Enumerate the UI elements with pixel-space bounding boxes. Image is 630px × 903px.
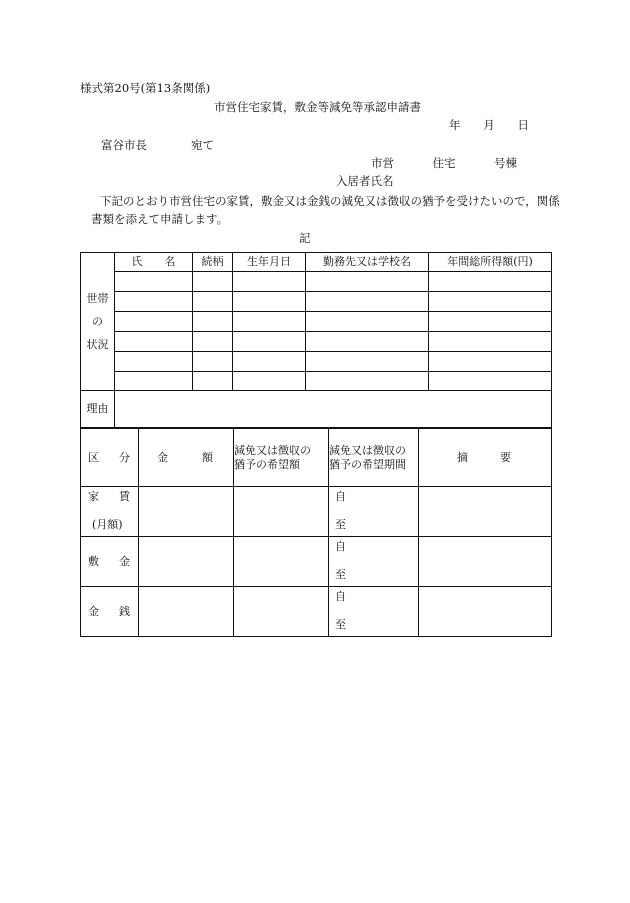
- year-label: 年: [449, 118, 461, 132]
- money-amount-field[interactable]: [139, 587, 234, 637]
- month-label: 月: [483, 118, 495, 132]
- money-desired-amount-field[interactable]: [234, 587, 329, 637]
- household-row: [81, 312, 552, 332]
- day-label: 日: [517, 118, 529, 132]
- header-workplace: 勤務先又は学校名: [306, 253, 429, 272]
- rent-desired-amount-field[interactable]: [234, 487, 329, 537]
- address-building: 号棟: [494, 156, 517, 170]
- date-line: [449, 118, 529, 132]
- reason-label: 理由: [81, 391, 115, 428]
- header-amount: 金 額: [139, 429, 234, 487]
- household-row: [81, 352, 552, 372]
- household-row: [81, 372, 552, 391]
- applicant-address: [371, 156, 517, 170]
- deposit-desired-amount-field[interactable]: [234, 537, 329, 587]
- address-housing: 住宅: [432, 156, 456, 170]
- amount-row-deposit: [81, 537, 552, 587]
- addressee: [101, 138, 147, 152]
- header-desired-amount: 減免又は徴収の 猶予の希望額: [234, 429, 329, 487]
- resident-name-label: 入居者氏名: [336, 174, 394, 188]
- from-label: 自: [335, 590, 346, 603]
- money-remarks-field[interactable]: [419, 587, 552, 637]
- money-period-field[interactable]: [329, 587, 419, 637]
- rent-period-field[interactable]: [329, 487, 419, 537]
- household-table: [80, 252, 552, 428]
- from-label: 自: [335, 490, 346, 503]
- header-category: 区 分: [81, 429, 139, 487]
- deposit-label: 敷 金: [81, 537, 139, 587]
- rent-sub-label: (月額): [92, 518, 123, 531]
- from-label: 自: [335, 540, 346, 553]
- body-text-line-1: 下記のとおり市営住宅の家賃，敷金又は金銭の減免又は徴収の猶予を受けたいので，関係: [100, 194, 560, 208]
- household-row: [81, 272, 552, 292]
- header-birthdate: 生年月日: [233, 253, 306, 272]
- body-text-line-2: 書類を添えて申請します。: [91, 212, 229, 226]
- deposit-remarks-field[interactable]: [419, 537, 552, 587]
- header-income: 年間総所得額(円): [429, 253, 552, 272]
- form-number: 様式第20号(第13条関係): [80, 81, 211, 95]
- household-side-label: 世帯 の 状況: [81, 253, 115, 391]
- header-relation: 続柄: [193, 253, 233, 272]
- addressee-name: 富谷市長: [101, 138, 147, 152]
- amount-row-money: [81, 587, 552, 637]
- household-row: [81, 292, 552, 312]
- rent-label: 家 賃 (月額): [81, 487, 139, 537]
- money-label: 金 銭: [81, 587, 139, 637]
- address-municipal: 市営: [371, 156, 394, 170]
- to-label: 至: [335, 518, 346, 531]
- header-remarks: 摘 要: [419, 429, 552, 487]
- to-label: 至: [335, 568, 346, 581]
- household-row: [81, 332, 552, 352]
- amount-table: [80, 428, 552, 637]
- to-label: 至: [335, 618, 346, 631]
- deposit-period-field[interactable]: [329, 537, 419, 587]
- page-title: 市営住宅家賃，敷金等減免等承認申請書: [214, 100, 421, 114]
- header-name: 氏 名: [115, 253, 193, 272]
- rent-amount-field[interactable]: [139, 487, 234, 537]
- amount-row-rent: [81, 487, 552, 537]
- reason-field[interactable]: [115, 391, 552, 428]
- rent-remarks-field[interactable]: [419, 487, 552, 537]
- header-desired-period: 減免又は徴収の 猶予の希望期間: [329, 429, 419, 487]
- addressee-suffix: 宛て: [191, 138, 214, 152]
- ki-label: 記: [299, 231, 311, 245]
- deposit-amount-field[interactable]: [139, 537, 234, 587]
